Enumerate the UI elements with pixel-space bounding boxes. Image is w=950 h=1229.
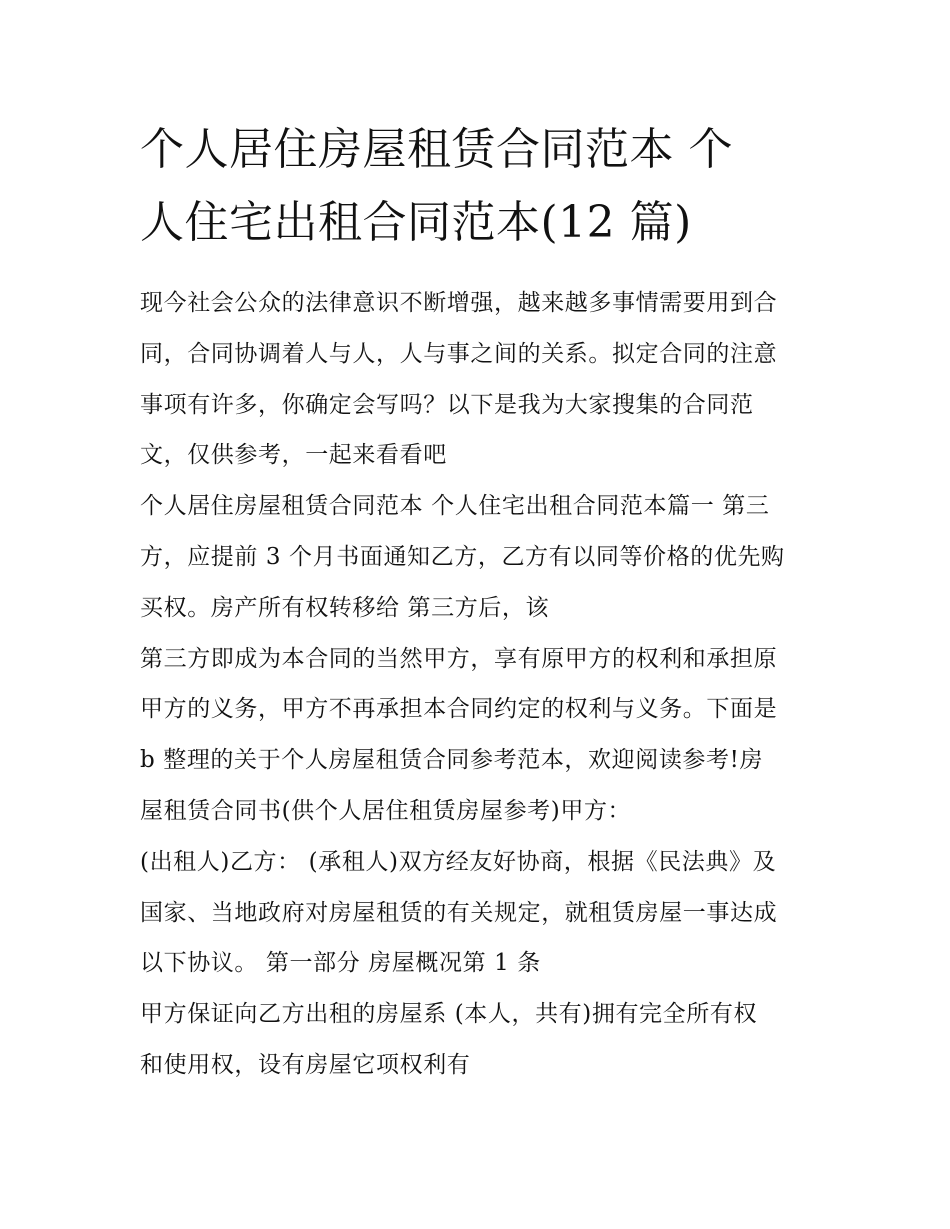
text-line: b 整理的关于个人房屋租赁合同参考范本，欢迎阅读参考!房 xyxy=(140,747,764,774)
paragraph-article-one xyxy=(140,481,815,633)
title-line: 个人居住房屋租赁合同范本 个 xyxy=(140,124,733,175)
document-title xyxy=(140,113,815,259)
title-line: 人住宅出租合同范本(12 篇) xyxy=(140,197,692,248)
text-line: 甲方的义务，甲方不再承担本合同约定的权利与义务。下面是 xyxy=(140,696,778,723)
paragraph-third-party xyxy=(140,634,815,837)
text-line: 文，仅供参考，一起来看看吧 xyxy=(140,442,447,469)
paragraph-intro xyxy=(140,278,815,481)
paragraph-parties xyxy=(140,837,815,989)
text-line: 第三方即成为本合同的当然甲方，享有原甲方的权利和承担原 xyxy=(140,645,778,672)
text-line: 国家、当地政府对房屋租赁的有关规定，就租赁房屋一事达成 xyxy=(140,899,778,926)
text-line: 甲方保证向乙方出租的房屋系 (本人，共有)拥有完全所有权 xyxy=(140,1001,758,1028)
text-line: 同，合同协调着人与人，人与事之间的关系。拟定合同的注意 xyxy=(140,340,778,367)
text-line: 买权。房产所有权转移给 第三方后，该 xyxy=(140,594,550,621)
text-line: 现今社会公众的法律意识不断增强，越来越多事情需要用到合 xyxy=(140,290,778,316)
text-line: 个人居住房屋租赁合同范本 个人住宅出租合同范本篇一 第三 xyxy=(140,493,770,520)
document-body xyxy=(140,278,815,1091)
text-line: 和使用权，设有房屋它项权利有 xyxy=(140,1051,471,1078)
text-line: 方，应提前 3 个月书面通知乙方，乙方有以同等价格的优先购 xyxy=(140,543,785,570)
text-line: 屋租赁合同书(供个人居住租赁房屋参考)甲方： xyxy=(140,797,632,824)
paragraph-ownership xyxy=(140,989,815,1091)
text-line: (出租人)乙方： (承租人)双方经友好协商，根据《民法典》及 xyxy=(140,848,777,875)
text-line: 以下协议。 第一部分 房屋概况第 1 条 xyxy=(140,950,541,977)
text-line: 事项有许多，你确定会写吗？以下是我为大家搜集的合同范 xyxy=(140,391,754,418)
